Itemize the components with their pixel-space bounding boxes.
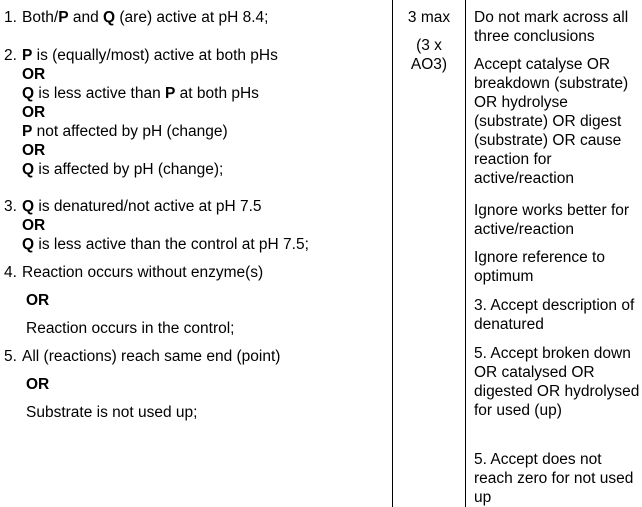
guidance-note: 5. Accept broken down OR catalysed OR digested OR hydrolysed for used (up) — [474, 345, 640, 419]
or-label: OR — [22, 104, 46, 121]
marks-cell: 3 max (3 x AO3) — [407, 9, 451, 73]
answer-point-2: 2. P is (equally/most) active at both pHs OR Q is less active than P at both pHs OR P not affected by pH (change) OR Q is affected by pH (change); — [4, 47, 278, 178]
or-label: OR — [22, 142, 46, 159]
guidance-note: Accept catalyse OR breakdown (substrate) OR hydrolyse (substrate) OR digest (substrate) OR cause reaction for active/reaction — [474, 56, 629, 187]
guidance-note: 3. Accept description of denatured — [474, 297, 635, 333]
guidance-note: Ignore reference to optimum — [474, 249, 605, 285]
guidance-note: Do not mark across all three conclusions — [474, 9, 629, 45]
answer-point-4: 4. Reaction occurs without enzyme(s) OR Reaction occurs in the control; — [4, 264, 264, 337]
or-label: OR — [22, 217, 46, 234]
or-label: OR — [22, 66, 46, 83]
column-divider — [465, 0, 466, 507]
guidance-note: Ignore works better for active/reaction — [474, 202, 630, 238]
answer-point-3: 3. Q is denatured/not active at pH 7.5 OR Q is less active than the control at pH 7.5; — [4, 198, 309, 253]
answer-point-5: 5. All (reactions) reach same end (point) OR Substrate is not used up; — [4, 348, 281, 421]
column-divider — [392, 0, 393, 507]
or-label: OR — [26, 376, 50, 393]
answer-point-1: 1. Both/P and Q (are) active at pH 8.4; — [4, 9, 269, 26]
guidance-note: 5. Accept does not reach zero for not used up — [474, 451, 634, 506]
or-label: OR — [26, 292, 50, 309]
